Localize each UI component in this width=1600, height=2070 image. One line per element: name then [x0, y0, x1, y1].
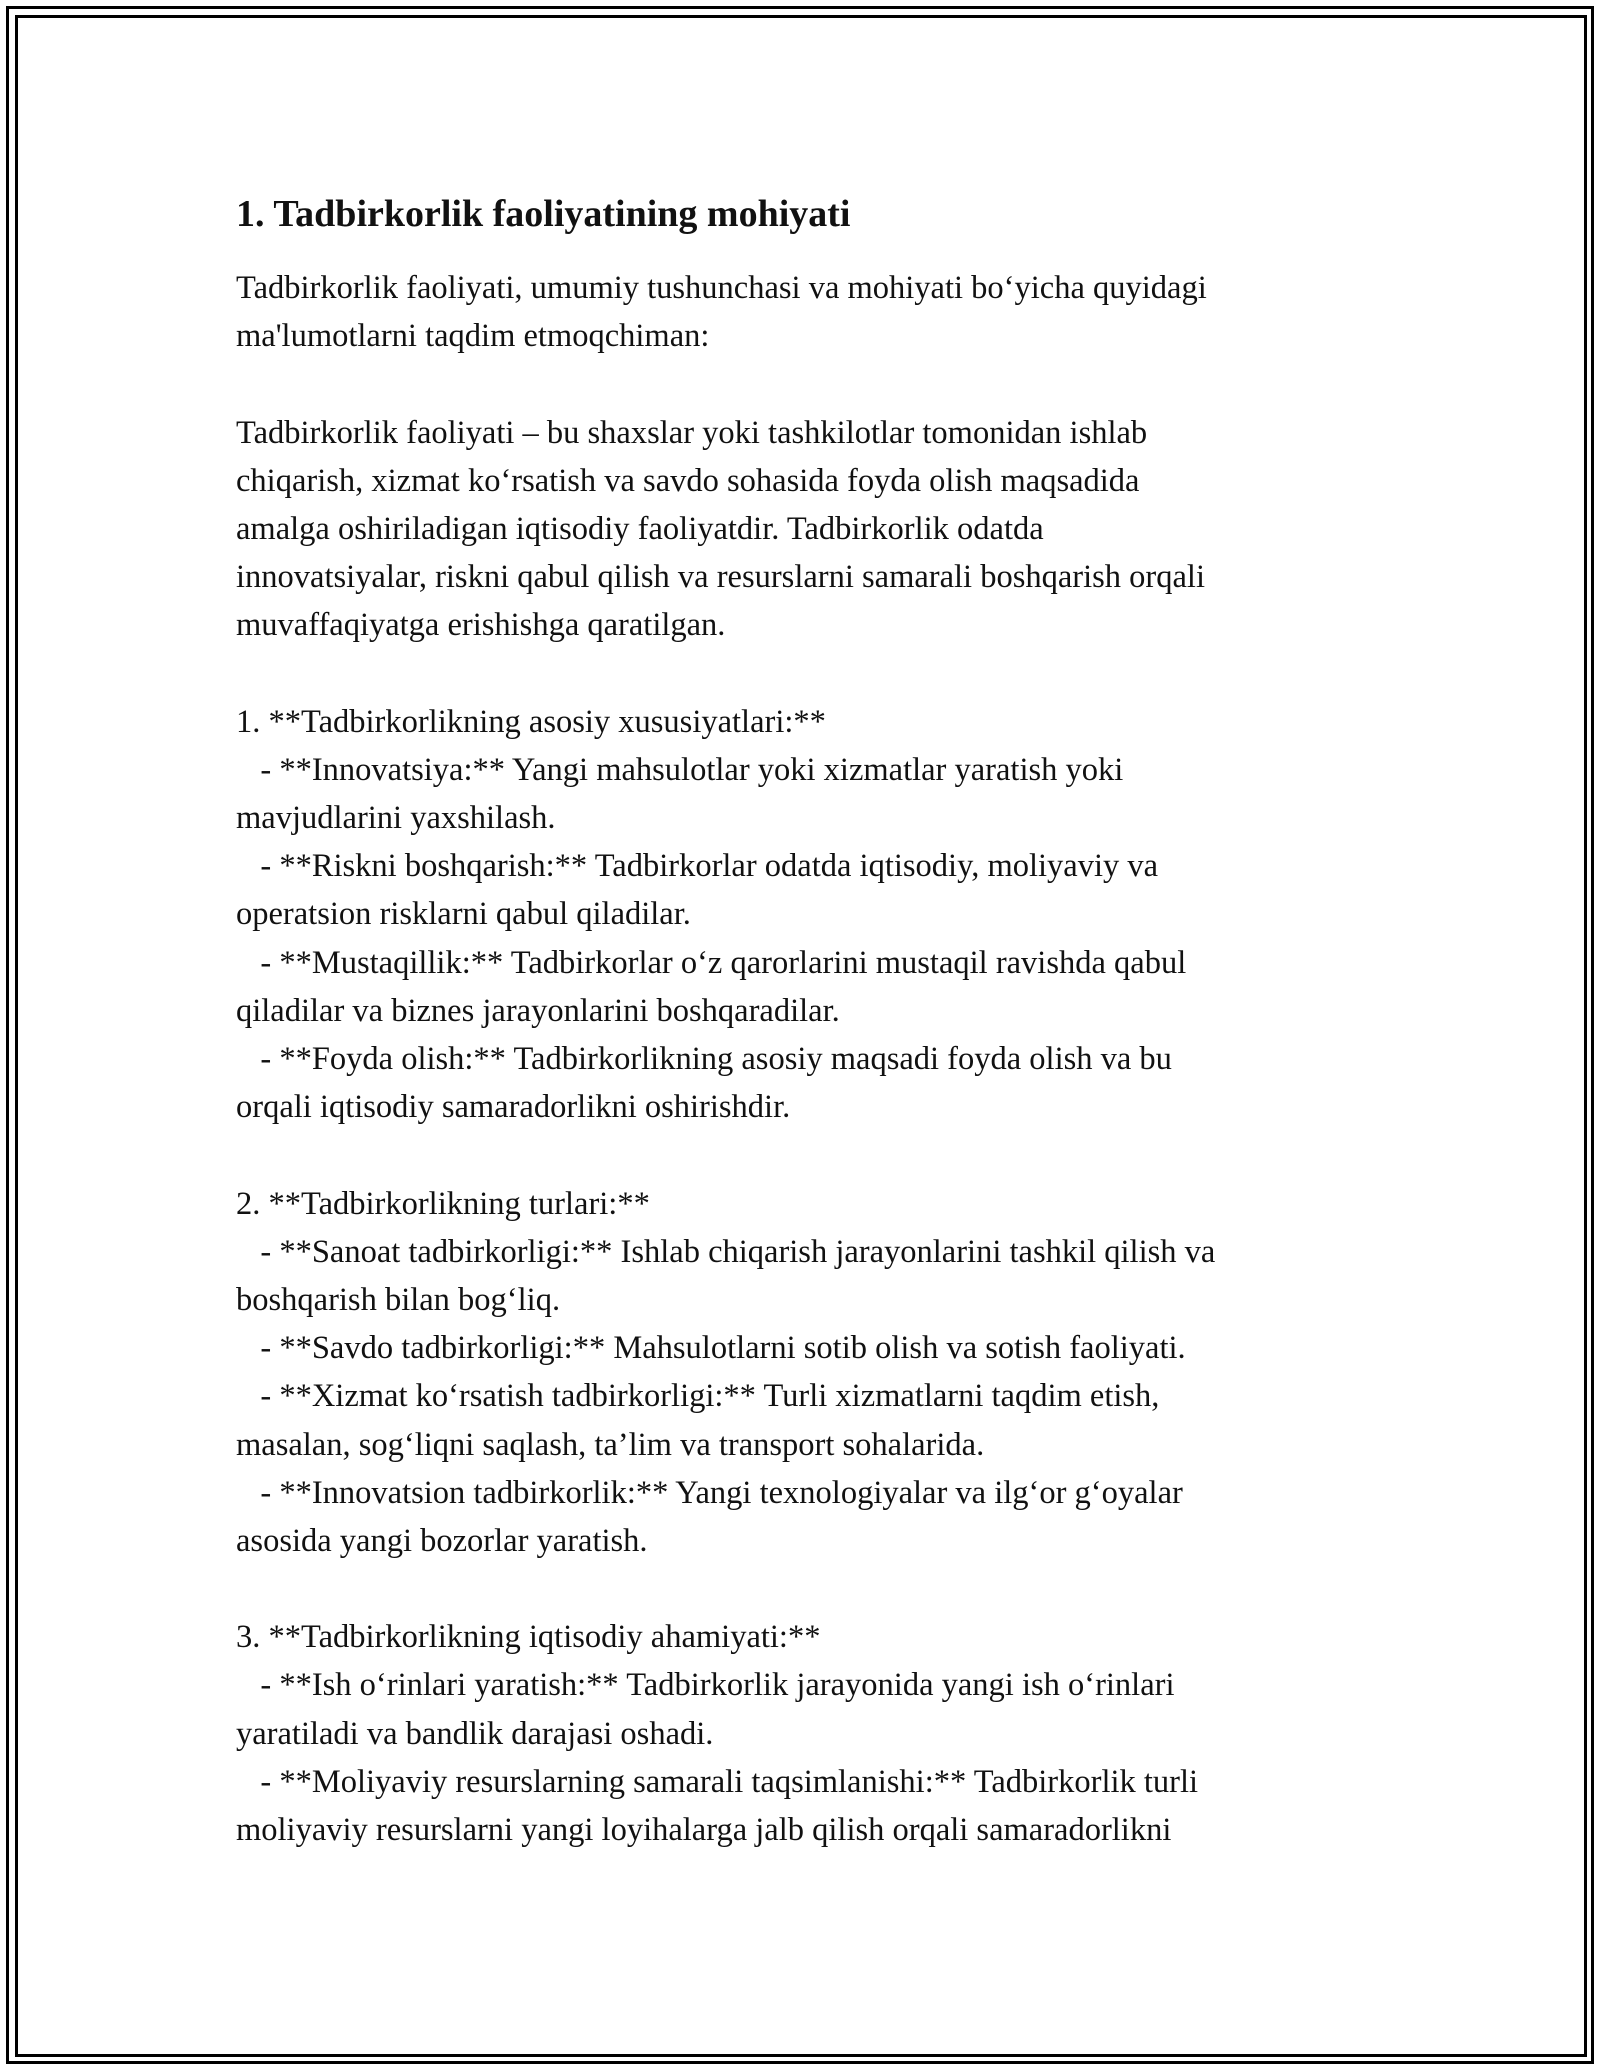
- text-line: - **Xizmat ko‘rsatish tadbirkorligi:** Turli xizmatlarni taqdim etish,: [236, 1378, 1160, 1415]
- text-line: - **Ish o‘rinlari yaratish:** Tadbirkorlik jarayonida yangi ish o‘rinlari: [236, 1667, 1175, 1704]
- text-line: Tadbirkorlik faoliyati – bu shaxslar yoki tashkilotlar tomonidan ishlab: [236, 414, 1148, 451]
- text-line: mavjudlarini yaxshilash.: [236, 800, 556, 837]
- document-heading: 1. Tadbirkorlik faoliyatining mohiyati: [236, 193, 851, 235]
- text-line: - **Savdo tadbirkorligi:** Mahsulotlarni sotib olish va sotish faoliyati.: [236, 1330, 1186, 1367]
- blank-line: [236, 650, 1376, 698]
- text-line: - **Mustaqillik:** Tadbirkorlar o‘z qarorlarini mustaqil ravishda qabul: [236, 944, 1187, 981]
- text-line: - **Innovatsiya:** Yangi mahsulotlar yoki xizmatlar yaratish yoki: [236, 751, 1124, 788]
- blank-line: [236, 360, 1376, 408]
- text-line: ma'lumotlarni taqdim etmoqchiman:: [236, 318, 710, 355]
- text-line: 3. **Tadbirkorlikning iqtisodiy ahamiyati:**: [236, 1619, 821, 1656]
- text-line: operatsion risklarni qabul qiladilar.: [236, 896, 691, 933]
- text-line: innovatsiyalar, riskni qabul qilish va resurslarni samarali boshqarish orqali: [236, 559, 1205, 596]
- text-line: qiladilar va biznes jarayonlarini boshqaradilar.: [236, 992, 840, 1029]
- text-line: - **Foyda olish:** Tadbirkorlikning asosiy maqsadi foyda olish va bu: [236, 1041, 1172, 1077]
- text-line: Tadbirkorlik faoliyati, umumiy tushunchasi va mohiyati bo‘yicha quyidagi: [236, 270, 1207, 306]
- text-line: yaratiladi va bandlik darajasi oshadi.: [236, 1715, 714, 1752]
- text-line: muvaffaqiyatga erishishga qaratilgan.: [236, 607, 726, 644]
- text-line: moliyaviy resurslarni yangi loyihalarga jalb qilish orqali samaradorlikni: [236, 1812, 1172, 1848]
- text-line: masalan, sog‘liqni saqlash, ta’lim va transport sohalarida.: [236, 1426, 985, 1463]
- document-body: [236, 264, 1376, 1854]
- blank-line: [236, 1131, 1376, 1179]
- text-line: - **Riskni boshqarish:** Tadbirkorlar odatda iqtisodiy, moliyaviy va: [236, 848, 1159, 885]
- text-line: 1. **Tadbirkorlikning asosiy xususiyatlari:**: [236, 703, 826, 740]
- text-line: orqali iqtisodiy samaradorlikni oshirishdir.: [236, 1089, 791, 1126]
- text-line: asosida yangi bozorlar yaratish.: [236, 1522, 648, 1559]
- text-line: chiqarish, xizmat ko‘rsatish va savdo sohasida foyda olish maqsadida: [236, 462, 1140, 499]
- text-line: amalga oshiriladigan iqtisodiy faoliyatdir. Tadbirkorlik odatda: [236, 510, 1044, 547]
- blank-line: [236, 1565, 1376, 1613]
- document-page: [236, 186, 1376, 1854]
- text-line: - **Moliyaviy resurslarning samarali taqsimlanishi:** Tadbirkorlik turli: [236, 1763, 1199, 1800]
- text-line: - **Innovatsion tadbirkorlik:** Yangi texnologiyalar va ilg‘or g‘oyalar: [236, 1474, 1183, 1511]
- text-line: boshqarish bilan bog‘liq.: [236, 1281, 561, 1318]
- text-line: 2. **Tadbirkorlikning turlari:**: [236, 1185, 650, 1222]
- text-line: - **Sanoat tadbirkorligi:** Ishlab chiqarish jarayonlarini tashkil qilish va: [236, 1233, 1216, 1270]
